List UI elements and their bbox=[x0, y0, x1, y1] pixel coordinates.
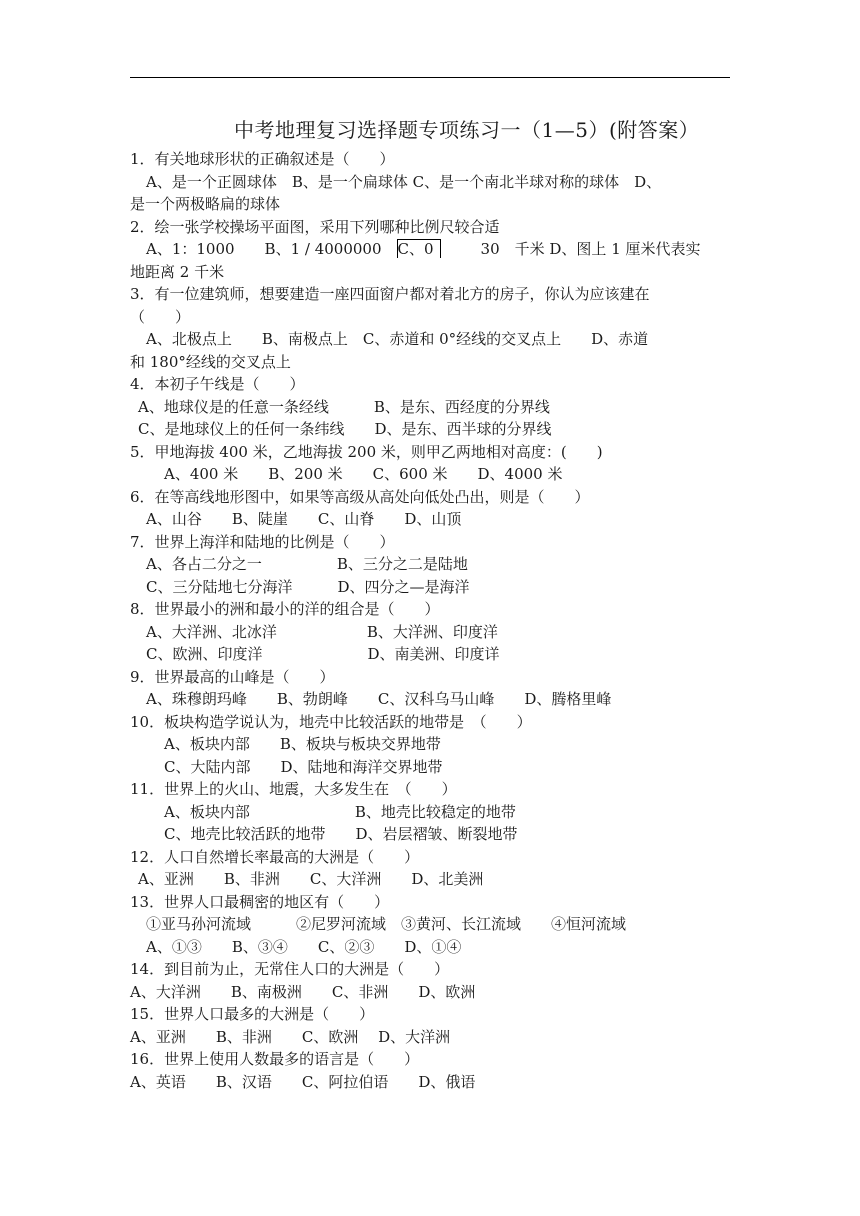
question-13-items: ①亚马孙河流域 ②尼罗河流域 ③黄河、长江流域 ④恒河流域 bbox=[146, 915, 627, 933]
question-14-stem: 14．到目前为止，无常住人口的大洲是（ ） bbox=[130, 960, 450, 978]
question-4-stem: 4．本初子午线是（ ） bbox=[130, 375, 305, 393]
question-4-options-ab: A、地球仪是的任意一条经线 B、是东、西经度的分界线 bbox=[138, 397, 550, 416]
question-15-options: A、亚洲 B、非洲 C、欧洲 D、大洋洲 bbox=[130, 1027, 451, 1046]
question-13-stem: 13．世界人口最稠密的地区有（ ） bbox=[130, 892, 390, 911]
page-title: 中考地理复习选择题专项练习一（1—5）(附答案） bbox=[234, 118, 700, 142]
question-3-options: A、北极点上 B、南极点上 C、赤道和 0°经线的交叉点上 D、赤道 bbox=[146, 330, 649, 348]
question-13-options: A、①③ B、③④ C、②③ D、①④ bbox=[146, 937, 462, 956]
question-10-stem: 10．板块构造学说认为，地壳中比较活跃的地带是 （ ） bbox=[130, 712, 532, 731]
question-7-options-cd: C、三分陆地七分海洋 D、四分之—是海洋 bbox=[146, 577, 470, 596]
scale-bar-box: C、0 bbox=[397, 239, 441, 258]
question-8-options-ab: A、大洋洲、北冰洋 B、大洋洲、印度洋 bbox=[146, 622, 498, 641]
question-10-options-cd: C、大陆内部 D、陆地和海洋交界地带 bbox=[164, 757, 443, 776]
question-1-stem: 1．有关地球形状的正确叙述是（ ） bbox=[130, 150, 395, 168]
question-10-options-ab: A、板块内部 B、板块与板块交界地带 bbox=[164, 735, 441, 753]
question-2-options-cont: 地距离 2 千米 bbox=[130, 262, 225, 281]
question-6-stem: 6．在等高线地形图中，如果等高级从高处向低处凸出，则是（ ） bbox=[130, 487, 590, 506]
question-9-options: A、珠穆朗玛峰 B、勃朗峰 C、汉科乌马山峰 D、腾格里峰 bbox=[146, 690, 612, 708]
question-3-stem: 3．有一位建筑师，想要建造一座四面窗户都对着北方的房子，你认为应该建在 bbox=[130, 285, 650, 303]
question-6-options: A、山谷 B、陡崖 C、山脊 D、山顶 bbox=[146, 510, 462, 528]
question-11-stem: 11．世界上的火山、地震，大多发生在 （ ） bbox=[130, 780, 457, 798]
question-3-options-cont: 和 180°经线的交叉点上 bbox=[130, 352, 291, 371]
question-7-stem: 7．世界上海洋和陆地的比例是（ ） bbox=[130, 532, 395, 551]
question-11-options-ab: A、板块内部 B、地壳比较稳定的地带 bbox=[164, 802, 516, 821]
question-1-options-cont: 是一个两极略扁的球体 bbox=[130, 195, 281, 213]
question-16-options: A、英语 B、汉语 C、阿拉伯语 D、俄语 bbox=[130, 1072, 476, 1091]
question-8-stem: 8．世界最小的洲和最小的洋的组合是（ ） bbox=[130, 600, 440, 618]
question-12-options: A、亚洲 B、非洲 C、大洋洲 D、北美洲 bbox=[138, 870, 484, 888]
question-4-options-cd: C、是地球仪上的任何一条纬线 D、是东、西半球的分界线 bbox=[138, 420, 552, 438]
question-14-options: A、大洋洲 B、南极洲 C、非洲 D、欧洲 bbox=[130, 982, 476, 1001]
question-11-options-cd: C、地壳比较活跃的地带 D、岩层褶皱、断裂地带 bbox=[164, 825, 518, 843]
question-list bbox=[130, 148, 730, 1093]
question-5-options: A、400 米 B、200 米 C、600 米 D、4000 米 bbox=[164, 465, 563, 483]
question-16-stem: 16．世界上使用人数最多的语言是（ ） bbox=[130, 1050, 420, 1068]
question-15-stem: 15．世界人口最多的大洲是（ ） bbox=[130, 1005, 375, 1023]
question-2-options bbox=[130, 238, 730, 261]
question-1-options: A、是一个正圆球体 B、是一个扁球体 C、是一个南北半球对称的球体 D、 bbox=[146, 172, 662, 191]
header-rule bbox=[130, 77, 730, 78]
question-2-option-cd: 30 千米 D、图上 1 厘米代表实 bbox=[480, 240, 701, 258]
question-2-option-ab: A、1：1000 B、1 / 4000000 bbox=[146, 240, 397, 258]
question-5-stem: 5．甲地海拔 400 米，乙地海拔 200 米，则甲乙两地相对高度：( ) bbox=[130, 442, 603, 461]
question-2-stem: 2．绘一张学校操场平面图，采用下列哪种比例尺较合适 bbox=[130, 217, 500, 236]
question-12-stem: 12．人口自然增长率最高的大洲是（ ） bbox=[130, 847, 420, 866]
question-3-stem-cont: （ ） bbox=[130, 307, 191, 326]
question-8-options-cd: C、欧洲、印度洋 D、南美洲、印度详 bbox=[146, 645, 500, 663]
question-9-stem: 9．世界最高的山峰是（ ） bbox=[130, 667, 335, 686]
question-7-options-ab: A、各占二分之一 B、三分之二是陆地 bbox=[146, 555, 468, 573]
